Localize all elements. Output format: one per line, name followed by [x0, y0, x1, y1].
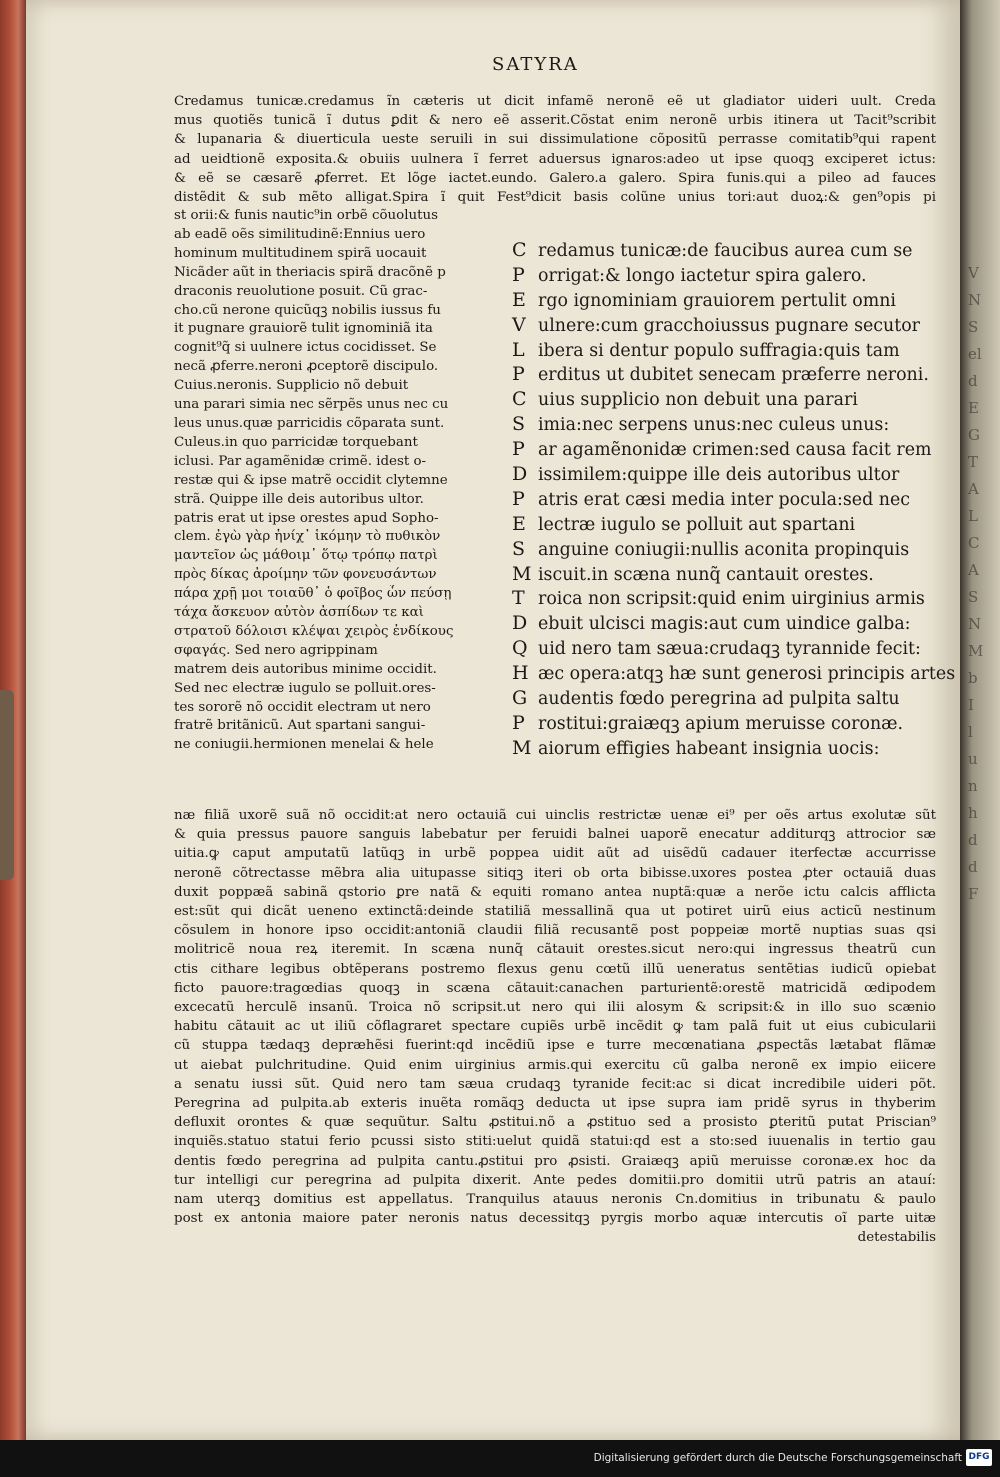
verse-line: [512, 387, 932, 412]
commentary-line: ctis cithare legibus obtẽperans postremo flexus genu cœtũ illũ ueneratus sentẽtias iudicũ opiebat: [174, 961, 936, 977]
commentary-line: distẽdit & sub mẽto alligat.Spira ĩ quit Fest⁹dicit basis colũne unius tori:aut duoꝝ:& gen⁹opis pi: [174, 190, 936, 206]
commentary-line: Credamus tunicæ.credamus ĩn cæteris ut dicit infamẽ neronẽ eẽ ut gladiator uideri uult. Creda: [174, 94, 936, 109]
footer-text: Digitalisierung gefördert durch die Deutsche Forschungsgemeinschaft: [593, 1452, 962, 1464]
verse-line: [512, 238, 932, 263]
verse-text: ar agamẽnonidæ crimen:sed causa facit rem: [538, 440, 932, 461]
commentary-line: cũ stuppa tædaqꝫ depræhẽsi fuerint:qd incẽdiũ ipse e turre mecœnatiana ꝓspectãs lætabat flãmæ: [174, 1038, 936, 1054]
commentary-line: it pugnare grauiorẽ tulit ignominiã ita: [174, 321, 433, 337]
verse-initial: V: [512, 313, 526, 336]
commentary-line: cho.cũ nerone quicũqꝫ nobilis iussus fu: [174, 302, 441, 318]
commentary-line: una parari simia nec sẽrpẽs unus nec cu: [174, 397, 449, 413]
commentary-line: dentis fœdo peregrina ad pulpita cantu.ꝓstitui pro ꝓsisti. Graiæqꝫ apiũ meruisse coronæ.ex hoc da: [174, 1153, 936, 1169]
commentary-line: Sed nec electræ iugulo se polluit.ores-: [174, 680, 436, 696]
commentary-line: restæ qui & ipse matrẽ occidit clytemne: [174, 472, 448, 488]
verse-initial: S: [512, 537, 526, 560]
verse-text: iscuit.in scæna nunq̃ cantauit orestes.: [538, 564, 874, 585]
verse-line: [512, 711, 932, 736]
verse-text: æc opera:atqꝫ hæ sunt generosi principis artes: [538, 664, 956, 685]
verse-initial: M: [512, 562, 532, 585]
commentary-line: iclusi. Par agamẽnidæ crimẽ. idest o-: [174, 453, 427, 469]
commentary-line: ficto pauore:tragœdias quoqꝫ in scæna cãtauit:canachen parturientẽ:orestẽ matricidã œdipodem: [174, 980, 936, 996]
commentary-line: draconis reuolutione posuit. Cũ grac-: [174, 283, 428, 299]
commentary-line: ab eadẽ oẽs similitudinẽ:Ennius uero: [174, 226, 426, 242]
verse-text: uius supplicio non debuit una parari: [538, 390, 858, 411]
commentary-line: mus quotiẽs tunicã ĩ dutus ꝑdit & nero eẽ asserit.Cõstat enim neronẽ urbis itinera ut Tacit⁹scribit: [174, 113, 936, 129]
verse-line: [512, 636, 932, 661]
greek-line: πρὸς δίκας ἀροίμην τῶν φονευσάντων: [174, 567, 437, 583]
verse-text: uid nero tam sæua:crudaqꝫ tyrannide fecit:: [538, 639, 921, 660]
left-commentary: [174, 207, 494, 755]
commentary-line: matrem deis autoribus minime occidit.: [174, 661, 437, 677]
commentary-line: Peregrina ad pulpita.ab exteris inuẽta romãqꝫ deducta ut ipse supra iam pridẽ syrus in thyberim: [174, 1096, 936, 1112]
commentary-line: fratrẽ britãnicũ. Aut spartani sangui-: [174, 718, 426, 734]
commentary-line: st orii:& funis nautic⁹in orbẽ cõuolutus: [174, 208, 439, 223]
verse-initial: G: [512, 687, 528, 710]
commentary-line: nam uterqꝫ domitius est appellatus. Tranquilus atauus neronis Cn.domitius in tribunatu & paulo: [174, 1192, 936, 1208]
verse-text: roica non scripsit:quid enim uirginius armis: [538, 589, 925, 610]
verse-line: [512, 736, 932, 761]
commentary-line: molitricẽ noua reꝝ iteremit. In scæna nunq̃ cãtauit orestes.sicut nero:qui ingressus theatrũ cun: [174, 942, 936, 958]
dfg-logo: [966, 1449, 992, 1466]
verse-text: anguine coniugii:nullis aconita propinquis: [538, 539, 910, 560]
commentary-line: Cuius.neronis. Supplicio nõ debuit: [174, 378, 409, 394]
commentary-line: ut aiebat pulchritudine. Quid enim uirginius armis.qui exercitu cũ galba neronẽ ex impio eiicere: [174, 1057, 936, 1073]
commentary-line: næ filiã uxorẽ suã nõ occidit:at nero octauiã cui uinclis restrictæ uenæ ei⁹ per oẽs artus exolutæ sũt: [174, 808, 936, 823]
verse-line: [512, 288, 932, 313]
commentary-line: cognit⁹q̃ si uulnere ictus cocidisset. Se: [174, 340, 437, 356]
verse-text: issimilem:quippe ille deis autoribus ultor: [538, 465, 900, 486]
commentary-line: a senatu iussi sũt. Quid nero tam sæua crudaqꝫ tyranide fecit:ac si dicat incredibile uideri põt.: [174, 1076, 936, 1092]
commentary-line: duxit poppæã sabinã qstorio ꝑre natã & equiti romano antea nuptã:quæ a nerõe ictu calcis afflicta: [174, 884, 936, 900]
commentary-line: hominum multitudinem spirã uocauit: [174, 245, 427, 261]
verse-line: [512, 512, 932, 537]
verse-initial: S: [512, 413, 526, 436]
verse-text: ebuit ulcisci magis:aut cum uindice galba:: [538, 614, 911, 635]
verse-line: [512, 487, 932, 512]
greek-line: μαντεῖον ὡς μάθοιμ᾽ ὅτῳ τρόπῳ πατρὶ: [174, 548, 438, 564]
commentary-line: est:sũt qui dicãt ueneno extinctã:deinde statiliã messallinã qua ut potiret uirũ eius acticũ nestinum: [174, 904, 936, 920]
verse-initial: T: [512, 587, 525, 610]
commentary-line: & quia pressus pauore sanguis labebatur per feruidi balnei uaporẽ enecatur additurqꝫ attrocior sæ: [174, 827, 936, 843]
verse-text: redamus tunicæ:de faucibus aurea cum se: [538, 241, 913, 261]
book-clasp: [0, 690, 14, 880]
verse-text: lectræ iugulo se polluit aut spartani: [538, 514, 856, 535]
commentary-line: habitu cãtauit ac ut iliũ cõflagraret spectare cupiẽs urbẽ incẽdit ꝙ tam palã fuit ut eius cubicularii: [174, 1019, 936, 1035]
commentary-line: cõsulem in honore ipso occidit:antoniã claudii filiã recusantẽ post poppeiæ mortẽ nuptias suas qsi: [174, 923, 936, 939]
commentary-line: ne coniugii.hermionen menelai & hele: [174, 737, 434, 753]
verse-initial: P: [512, 711, 525, 734]
commentary-line: strã. Quippe ille deis autoribus ultor.: [174, 491, 424, 507]
verse-initial: E: [512, 288, 526, 311]
commentary-line: & eẽ se cæsarẽ ꝓferret. Et lõge iactet.eundo. Galero.a galero. Spira funis.qui a pileo ad fauces: [174, 170, 936, 186]
verse-initial: L: [512, 338, 525, 361]
verse-line: [512, 686, 932, 711]
verse-line: [512, 661, 956, 686]
commentary-line: post ex antonia maiore pater neronis natus decessitqꝫ pyrgis morbo aquæ intercutis oĩ parte uitæ: [174, 1211, 936, 1227]
verse-initial: H: [512, 662, 529, 685]
verse-text: rostitui:graiæqꝫ apium meruisse coronæ.: [538, 713, 904, 734]
verse-text: ulnere:cum gracchoiussus pugnare secutor: [538, 315, 920, 336]
commentary-line: defluxit orontes & quæ sequũtur. Saltu ꝓstitui.nõ a ꝓstituo sed a prosisto ꝑteritũ putat Priscian⁹: [174, 1115, 936, 1131]
verse-initial: P: [512, 363, 525, 386]
commentary-line: neronẽ cõtrectasse mẽbra alia uitupasse sitiqꝫ iteri ob orta bibisse.uxores postea ꝓter octauiã duas: [174, 865, 936, 881]
commentary-line: leus unus.quæ parricidis cõparata sunt.: [174, 415, 445, 431]
commentary-line: uitia.ꝙ caput amputatũ latũqꝫ in urbẽ poppea uidit aũt ad uisẽdũ cadauer iterfectæ accurrisse: [174, 846, 936, 862]
bottom-commentary: [174, 806, 936, 1248]
top-commentary: [174, 92, 936, 207]
verse-initial: P: [512, 263, 525, 286]
verse-line: [512, 586, 932, 611]
commentary-line: Nicãder aũt in theriacis spirã dracõnẽ p: [174, 264, 446, 280]
verse-text: aiorum effigies habeant insignia uocis:: [538, 738, 880, 759]
verse-line: [512, 313, 932, 338]
verse-initial: P: [512, 487, 525, 510]
commentary-line: Culeus.in quo parricidæ torquebant: [174, 434, 418, 450]
verse-line: [512, 537, 932, 562]
commentary-line: ad ueidtionẽ exposita.& obuiis uulnera ĩ ferret aduersus ignaros:adeo ut ipse quoqꝫ exciperet ictus:: [174, 151, 936, 167]
verse-line: [512, 362, 932, 387]
verse-initial: D: [512, 612, 528, 635]
verse-text: atris erat cæsi media inter pocula:sed nec: [538, 489, 910, 510]
commentary-line: σφαγάς. Sed nero agrippinam: [174, 642, 378, 658]
verse-initial: P: [512, 438, 525, 461]
verse-text: rgo ignominiam grauiorem pertulit omni: [538, 290, 896, 311]
commentary-line: tur intelligi cur peregrina ad pulpita dixerit. Ante pedes domitii.pro domitii utrũ patris an atauí:: [174, 1172, 936, 1188]
verse-initial: C: [512, 239, 527, 261]
adjacent-page-text: V N S el d E G T A L C A S N M b I l u n h d d F: [968, 264, 984, 903]
commentary-line: necã ꝓferre.neroni ꝓceptorẽ discipulo.: [174, 359, 439, 375]
verse-line: [512, 338, 932, 363]
commentary-line: & lupanaria & diuerticula ueste seruili in sui dissimulatione cõpositũ perrasse comitatib⁹qui rapent: [174, 132, 936, 148]
greek-line: τάχα ἄσκευον αὐτὸν ἀσπίδων τε καὶ: [174, 605, 424, 621]
verse-line: [512, 437, 932, 462]
verse-line: [512, 611, 932, 636]
verse-column: [512, 238, 956, 761]
greek-line: πάρα χρῇ μοι τοιαῦθ᾽ ὁ φοῖβος ὧν πεύσῃ: [174, 586, 452, 602]
verse-text: erditus ut dubitet senecam præferre neroni.: [538, 365, 929, 386]
dfg-logo-text: DFG: [968, 1452, 990, 1462]
verse-text: orrigat:& longo iactetur spira galero.: [538, 265, 867, 286]
page-header: SATYRA: [492, 54, 579, 75]
verse-initial: Q: [512, 637, 528, 660]
verse-text: ibera si dentur populo suffragia:quis tam: [538, 340, 900, 361]
commentary-line: inquiẽs.statuo statui ferio pcussi sisto stiti:uelut quidã statui:qd est a sto:sed iuuenalis in tertio gau: [174, 1134, 936, 1150]
verse-initial: M: [512, 736, 532, 759]
verse-initial: E: [512, 512, 526, 535]
verse-initial: D: [512, 463, 528, 486]
commentary-line: tes sororẽ nõ occidit electram ut nero: [174, 699, 431, 715]
greek-line: clem. ἐγὼ γὰρ ἡνίχ᾽ ἱκόμην τὸ πυθικὸν: [174, 529, 441, 545]
verse-initial: C: [512, 388, 527, 411]
commentary-line: excecatũ herculẽ insanũ. Troica nõ scripsit.ut nero qui ilii alosym & scripsit:& in illo suo scænio: [174, 1000, 936, 1016]
commentary-line: patris erat ut ipse orestes apud Sopho-: [174, 510, 439, 526]
verse-line: [512, 462, 932, 487]
verse-line: [512, 412, 932, 437]
verse-text: audentis fœdo peregrina ad pulpita saltu: [538, 689, 900, 710]
catchword: detestabilis: [857, 1230, 936, 1246]
greek-line: στρατοῦ δόλοισι κλέψαι χειρὸς ἐνδίκους: [174, 623, 454, 639]
adjacent-page: [960, 0, 1000, 1440]
verse-text: imia:nec serpens unus:nec culeus unus:: [538, 415, 890, 436]
verse-line: [512, 562, 932, 587]
digitization-footer: [0, 1440, 1000, 1477]
verse-line: [512, 263, 932, 288]
